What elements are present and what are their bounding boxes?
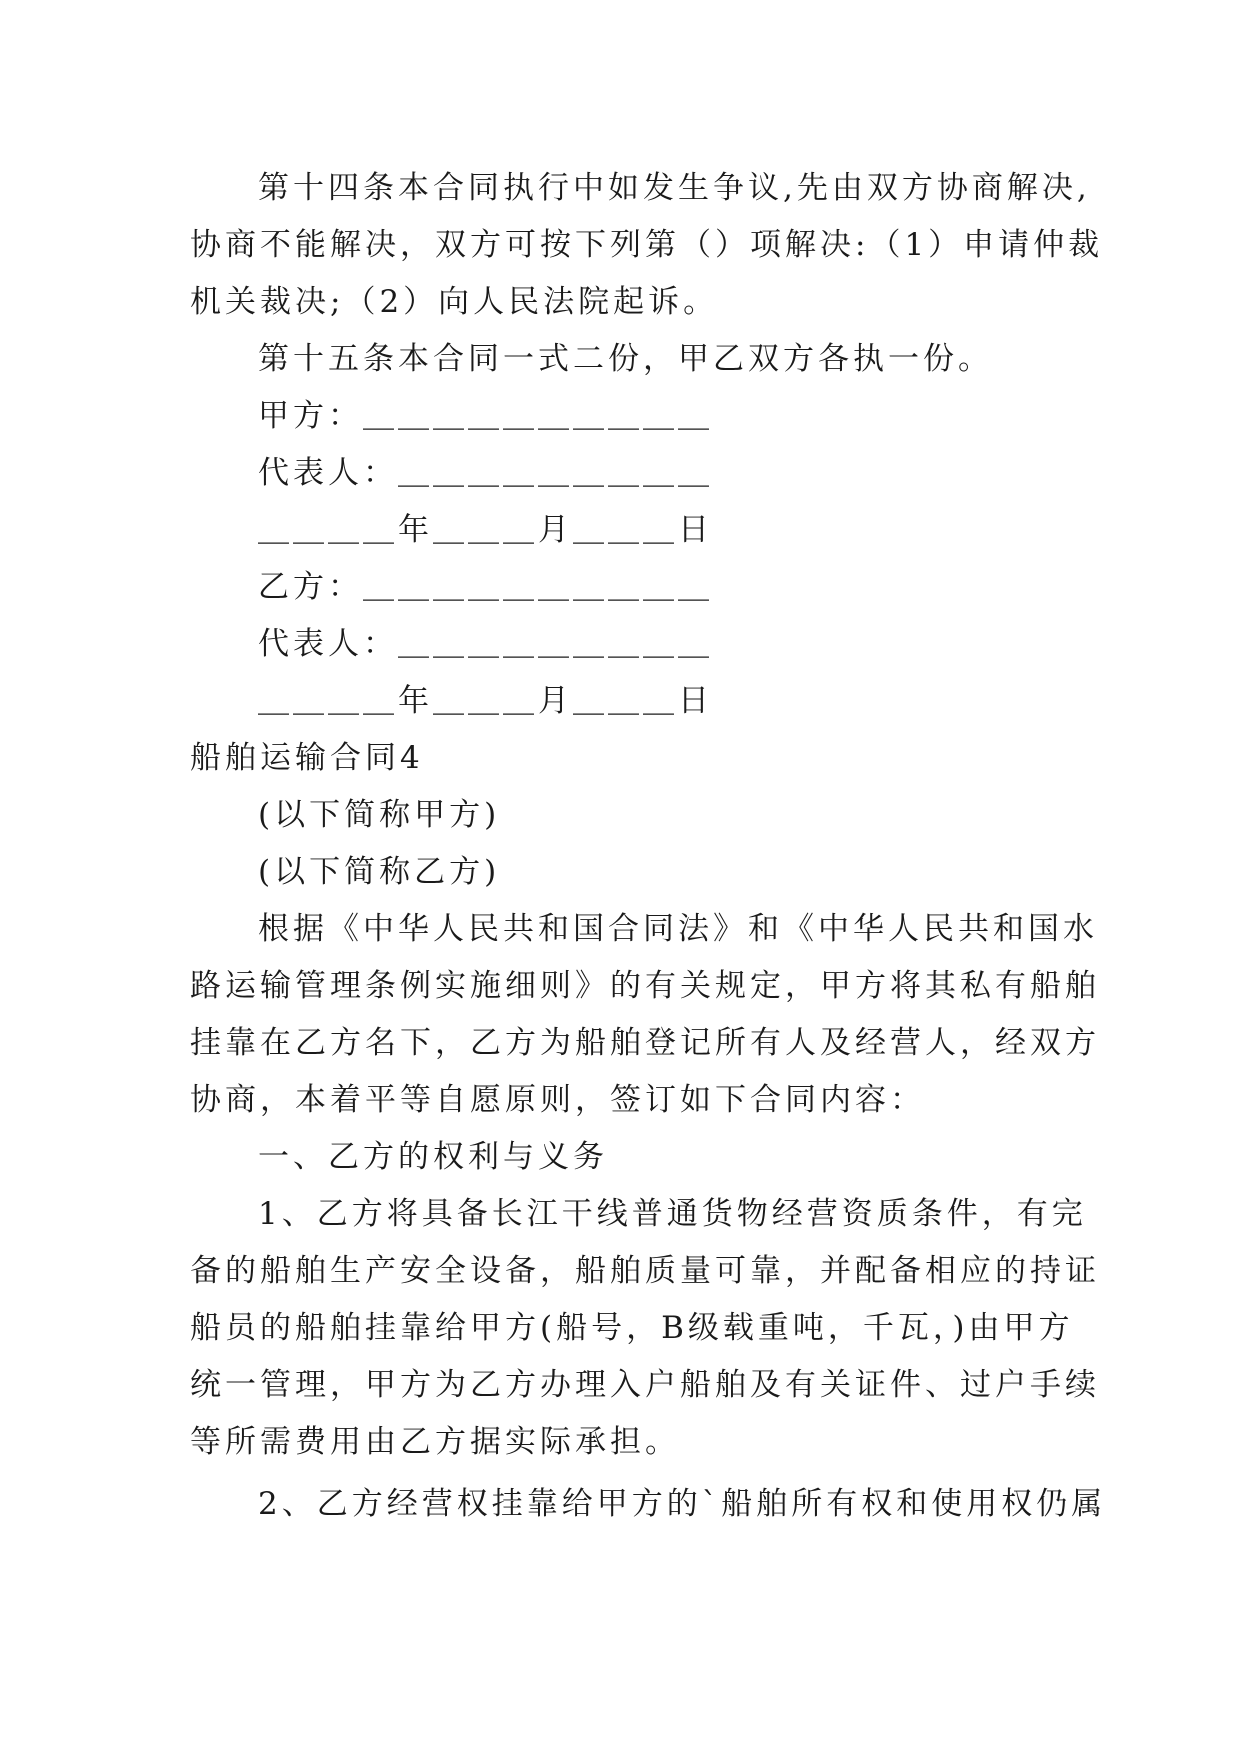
text-line: 路运输管理条例实施细则》的有关规定，甲方将其私有船舶 <box>190 968 1100 1004</box>
text-line: 机关裁决;（2）向人民法院起诉。 <box>190 284 719 320</box>
text-line: 协商，本着平等自愿原则，签订如下合同内容： <box>190 1082 925 1118</box>
text-line: (以下简称甲方) <box>258 797 501 833</box>
signature-line-party-b: 乙方：＿＿＿＿＿＿＿＿＿＿ <box>258 569 713 605</box>
text-line: 2、乙方经营权挂靠给甲方的`船舶所有权和使用权仍属 <box>258 1486 1107 1522</box>
section-heading: 一、乙方的权利与义务 <box>258 1139 608 1175</box>
date-line-a: ＿＿＿＿年＿＿＿月＿＿＿日 <box>258 512 713 548</box>
text-line: 统一管理，甲方为乙方办理入户船舶及有关证件、过户手续 <box>190 1367 1100 1403</box>
signature-line-representative-a: 代表人：＿＿＿＿＿＿＿＿＿ <box>258 455 713 491</box>
text-line: 根据《中华人民共和国合同法》和《中华人民共和国水 <box>258 911 1098 947</box>
signature-line-party-a: 甲方：＿＿＿＿＿＿＿＿＿＿ <box>258 398 713 434</box>
signature-line-representative-b: 代表人：＿＿＿＿＿＿＿＿＿ <box>258 626 713 662</box>
text-line: 第十四条本合同执行中如发生争议,先由双方协商解决, <box>258 170 1091 206</box>
text-line: (以下简称乙方) <box>258 854 501 890</box>
text-line: 船员的船舶挂靠给甲方(船号，B级载重吨，千瓦，)由甲方 <box>190 1310 1074 1346</box>
text-line: 第十五条本合同一式二份，甲乙双方各执一份。 <box>258 341 993 377</box>
text-line: 备的船舶生产安全设备，船舶质量可靠，并配备相应的持证 <box>190 1253 1100 1289</box>
text-line: 挂靠在乙方名下，乙方为船舶登记所有人及经营人，经双方 <box>190 1025 1100 1061</box>
date-line-b: ＿＿＿＿年＿＿＿月＿＿＿日 <box>258 683 713 719</box>
section-title: 船舶运输合同4 <box>190 740 424 776</box>
text-line: 等所需费用由乙方据实际承担。 <box>190 1424 680 1460</box>
text-line: 协商不能解决，双方可按下列第（）项解决:（1）申请仲裁 <box>190 227 1104 263</box>
text-line: 1、乙方将具备长江干线普通货物经营资质条件，有完 <box>258 1196 1087 1232</box>
